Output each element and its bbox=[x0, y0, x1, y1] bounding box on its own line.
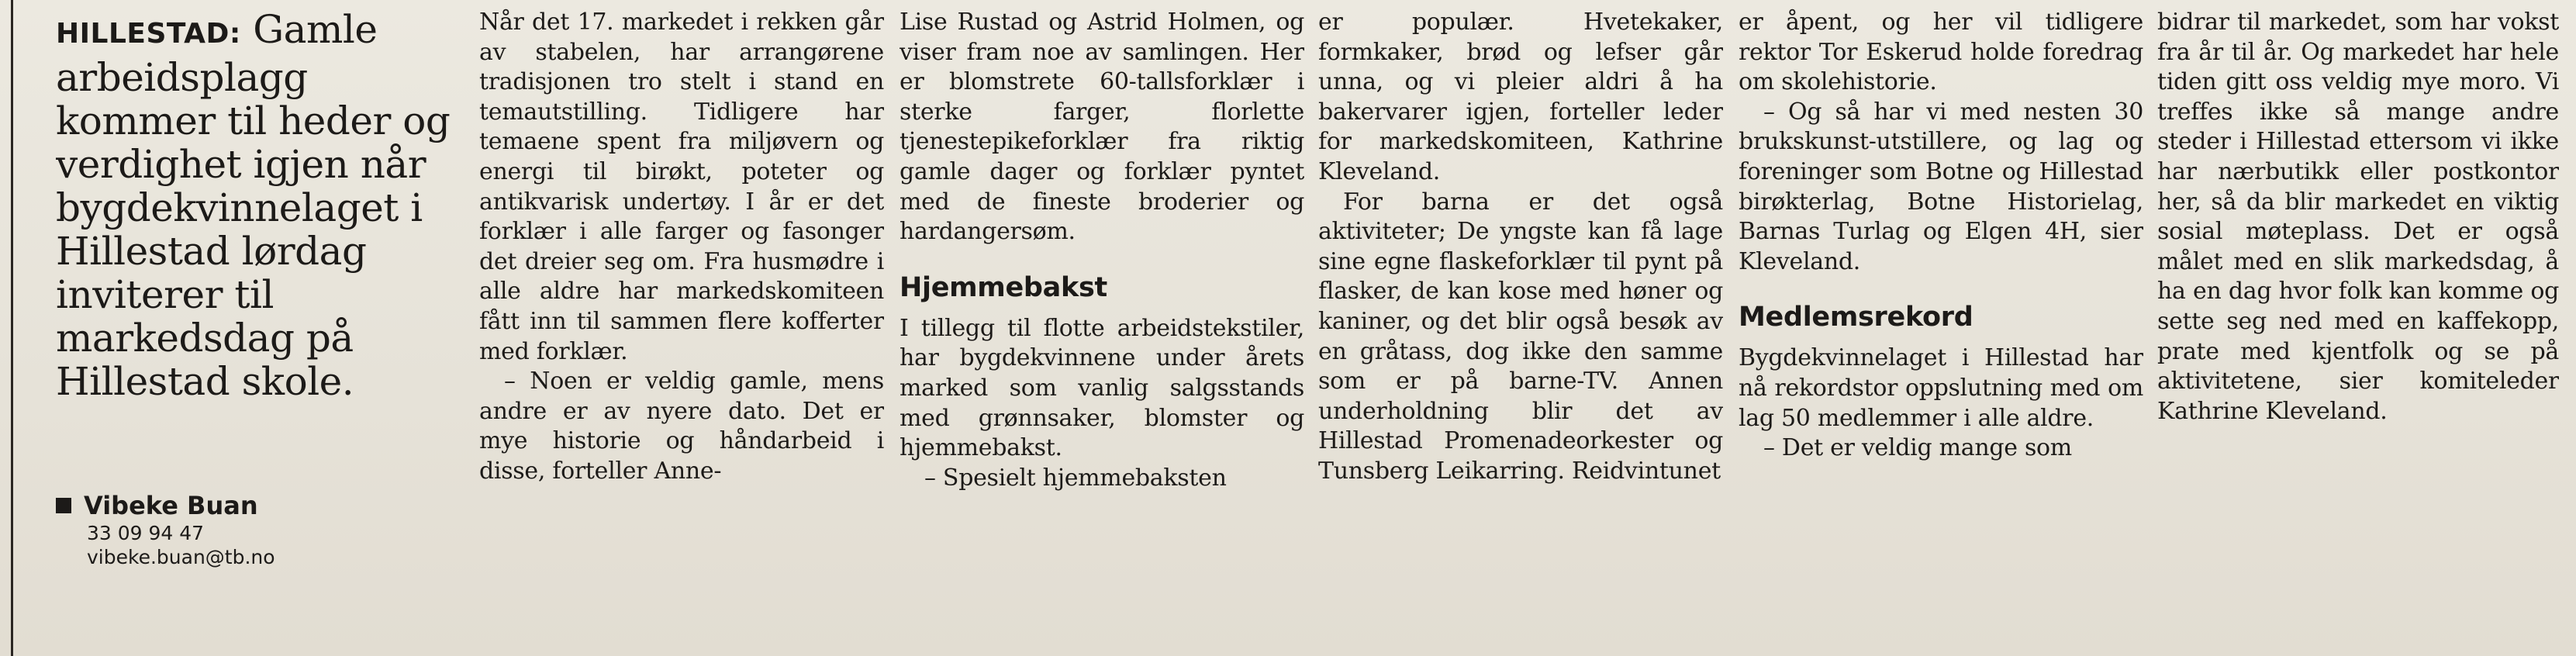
author-email: vibeke.buan@tb.no bbox=[87, 546, 275, 568]
paragraph: er åpent, og her vil tidligere rektor Tor Eskerud holde foredrag om skolehistorie. bbox=[1739, 9, 2143, 96]
byline bbox=[56, 490, 459, 569]
column-rule bbox=[11, 0, 13, 656]
byline-square-icon bbox=[56, 498, 71, 513]
subheading-medlemsrekord: Medlemsrekord bbox=[1739, 302, 1973, 333]
paragraph: Bygdekvinnelaget i Hillestad har nå rekordstor oppslutning med om lag 50 medlemmer i alle aldre. bbox=[1739, 344, 2143, 432]
body-column-5 bbox=[2157, 8, 2559, 644]
paragraph: – Spesielt hjemmebaksten bbox=[924, 464, 1227, 492]
paragraph: er populær. Hvetekaker, formkaker, brød og lefser går unna, og vi pleier aldri å ha bakervarer igjen, forteller leder for markedskomiteen, Kathrine Kleveland. bbox=[1318, 9, 1723, 185]
subheading-hjemmebakst: Hjemmebakst bbox=[900, 271, 1107, 303]
paragraph: I tillegg til flotte arbeidstekstiler, har bygdekvinnene under årets marked som vanlig salgsstands med grønnsaker, blomster og hjemmebakst. bbox=[900, 314, 1304, 462]
body-column-2 bbox=[900, 8, 1304, 644]
paragraph: – Noen er veldig gamle, mens andre er av nyere dato. Det er mye historie og håndarbeid i disse, forteller Anne- bbox=[479, 368, 884, 485]
paragraph: – Det er veldig mange som bbox=[1763, 434, 2072, 462]
kicker: HILLESTAD: bbox=[56, 18, 241, 50]
body-column-4 bbox=[1739, 8, 2143, 644]
body-column-1 bbox=[479, 8, 884, 644]
paragraph: bidrar til markedet, som har vokst fra år til år. Og markedet har hele tiden gitt oss veldig mye moro. Vi treffes ikke så mange andre steder i Hillestad ettersom vi ikke har nærbutikk eller postkontor her, så da blir markedet en viktig sosial møteplass. Det er også målet med en slik markedsdag, å ha en dag hvor folk kan komme og sette seg ned med en kaffekopp, prate med kjentfolk og se på aktivitetene, sier komiteleder Kathrine Kleveland. bbox=[2157, 9, 2559, 425]
body-column-3 bbox=[1318, 8, 1723, 644]
paragraph: – Og så har vi med nesten 30 brukskunst-utstillere, og lag og foreninger som Botne og Hillestad birøkterlag, Botne Historielag, Barnas Turlag og Elgen 4H, sier Kleveland. bbox=[1739, 98, 2143, 275]
paragraph: Når det 17. markedet i rekken går av stabelen, har arrangørene tradisjonen tro stelt i stand en temautstilling. Tidligere har temaene spent fra miljøvern og energi til birøkt, poteter og antikvarisk undertøy. I år er det forklær i alle farger og fasonger det dreier seg om. Fra husmødre i alle aldre har markedskomiteen fått inn til sammen flere kofferter med forklær. bbox=[479, 9, 884, 365]
paragraph: Lise Rustad og Astrid Holmen, og viser fram noe av samlingen. Her er blomstrete 60-tallsforklær i sterke farger, florlette tjenestepikeforklær fra riktig gamle dager og forklær pyntet med de fineste broderier og hardangersøm. bbox=[900, 9, 1304, 246]
byline-name-row bbox=[56, 490, 459, 521]
lede-text: Gamle arbeidsplagg kommer til heder og verdighet igjen når bygdekvinnelaget i Hillestad lørdag inviterer til markedsdag på Hillestad skole. bbox=[56, 8, 451, 404]
author-phone: 33 09 94 47 bbox=[87, 522, 205, 544]
author-name: Vibeke Buan bbox=[84, 491, 258, 520]
paragraph: For barna er det også aktiviteter; De yngste kan få lage sine egne flaskeforklær til pynt på flasker, de kan kose med høner og kaniner, og det blir også besøk av en gråtass, dog ikke den samme som er på barne-TV. Annen underholdning blir det av Hillestad Promenadeorkester og Tunsberg Leikarring. Reidvintunet bbox=[1318, 188, 1723, 485]
